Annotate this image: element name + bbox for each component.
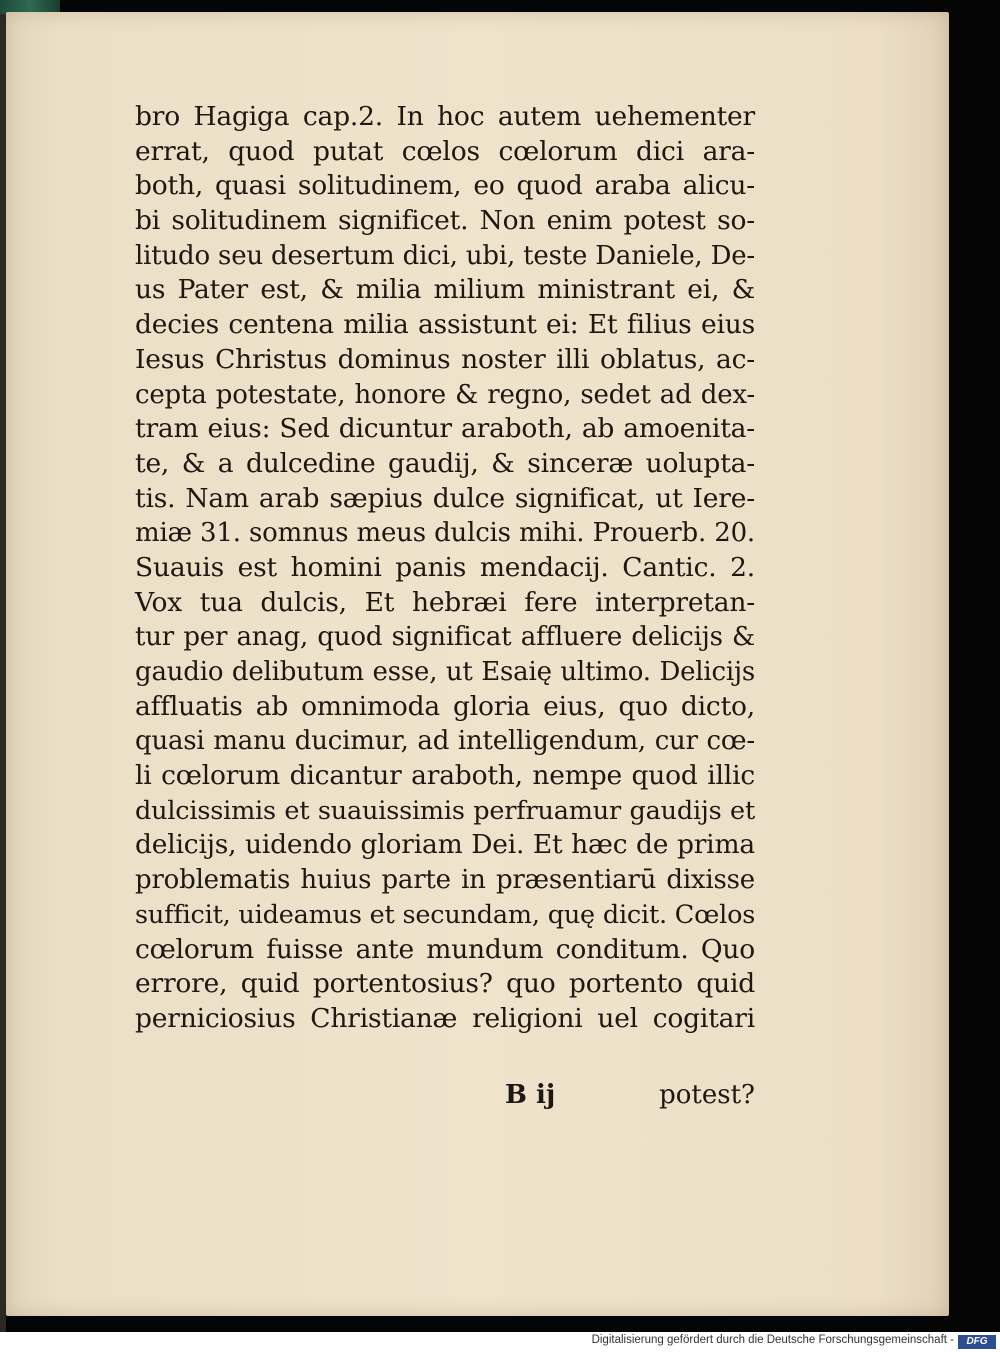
text-line: Suauis est homini panis mendacij. Cantic. 2. <box>135 551 755 583</box>
body-text <box>135 100 755 1037</box>
text-line: tis. Nam arab sæpius dulce significat, ut Iere- <box>135 482 755 514</box>
text-line: problematis huius parte in præsentiarū dixisse <box>135 865 755 896</box>
text-line: both, quasi solitudinem, eo quod araba alicu- <box>135 170 755 202</box>
text-line: errat, quod putat cœlos cœlorum dici ara- <box>135 135 755 167</box>
text-line: perniciosius Christianæ religioni uel cogitari <box>135 1002 755 1034</box>
text-line: affluatis ab omnimoda gloria eius, quo dicto, <box>135 690 755 722</box>
text-line: Iesus Christus dominus noster illi oblatus, ac- <box>135 343 755 375</box>
text-line: bro Hagiga cap.2. In hoc autem uehementer <box>135 101 755 132</box>
catchword: potest? <box>659 1080 755 1110</box>
text-line: dulcissimis et suauissimis perfruamur gaudijs et <box>135 795 755 826</box>
text-line: litudo seu desertum dici, ubi, teste Daniele, De- <box>135 240 755 271</box>
text-line: miæ 31. somnus meus dulcis mihi. Prouerb. 20. <box>135 518 755 549</box>
text-line: tram eius: Sed dicuntur araboth, ab amoenita- <box>135 413 755 445</box>
page-footer-line <box>505 1080 755 1114</box>
text-line: bi solitudinem significet. Non enim potest so- <box>135 205 755 237</box>
text-line: cepta potestate, honore & regno, sedet ad dex- <box>135 379 755 410</box>
text-line: decies centena milia assistunt ei: Et filius eius <box>135 309 755 341</box>
signature-mark: B ij <box>505 1080 556 1110</box>
funding-credit: Digitalisierung gefördert durch die Deutsche Forschungsgemeinschaft - <box>591 1334 954 1346</box>
text-line: quasi manu ducimur, ad intelligendum, cur cœ- <box>135 726 755 757</box>
text-line: te, & a dulcedine gaudij, & sinceræ uolupta- <box>135 447 755 479</box>
text-line: us Pater est, & milia milium ministrant ei, & <box>135 274 755 306</box>
credit-bar <box>0 1332 1000 1352</box>
text-line: cœlorum fuisse ante mundum conditum. Quo <box>135 933 755 965</box>
text-line: tur per anag, quod significat affluere delicijs & <box>135 622 755 653</box>
text-line: Vox tua dulcis, Et hebræi fere interpretan- <box>135 586 755 618</box>
text-line: li cœlorum dicantur araboth, nempe quod illic <box>135 760 755 792</box>
text-line: delicijs, uidendo gloriam Dei. Et hæc de prima <box>135 829 755 861</box>
text-line: gaudio delibutum esse, ut Esaię ultimo. Delicijs <box>135 657 755 687</box>
dfg-logo: DFG <box>958 1335 996 1349</box>
text-line: errore, quid portentosius? quo portento quid <box>135 968 755 1000</box>
text-line: sufficit, uideamus et secundam, quę dicit. Cœlos <box>135 899 756 930</box>
